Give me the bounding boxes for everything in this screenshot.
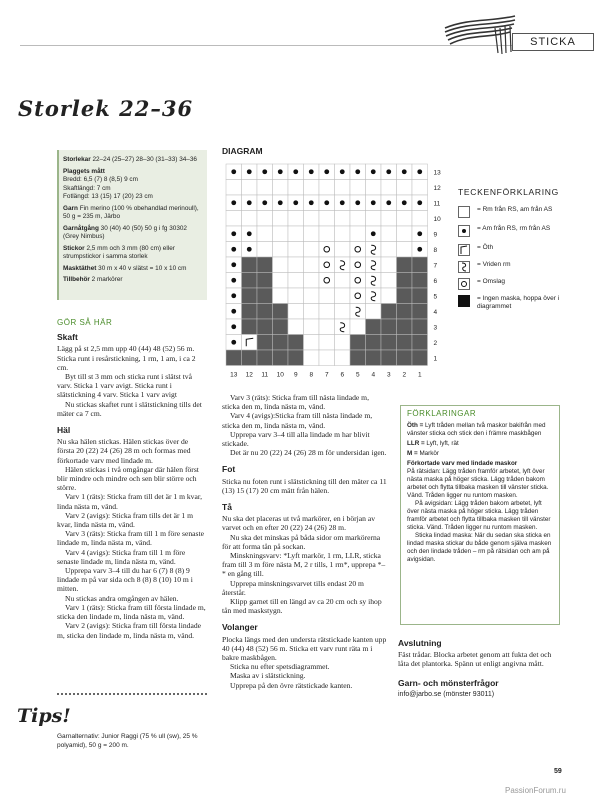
legend-label: = Omslag — [477, 278, 505, 285]
column-number: 11 — [261, 371, 269, 379]
chart-cell — [319, 350, 335, 366]
chart-cell — [319, 257, 335, 273]
chart-cell — [397, 226, 413, 242]
chart-cell — [366, 288, 382, 304]
purl-dot-icon — [386, 169, 391, 174]
row-number: 10 — [433, 215, 441, 223]
chart-cell — [288, 242, 304, 258]
purl-dot-icon — [355, 200, 360, 205]
row-number: 11 — [433, 200, 441, 208]
watermark: PassionForum.ru — [505, 786, 566, 795]
chart-cell — [304, 288, 320, 304]
chart-cell — [319, 304, 335, 320]
chart-cell — [350, 319, 366, 335]
chart-cell — [397, 335, 413, 351]
chart-cell — [257, 226, 273, 242]
chart-cell — [397, 242, 413, 258]
chart-cell — [381, 304, 397, 320]
chart-cell — [273, 304, 289, 320]
chart-cell — [350, 242, 366, 258]
chart-cell — [412, 304, 428, 320]
chart-cell — [350, 288, 366, 304]
row-number: 3 — [433, 324, 438, 332]
chart-cell — [273, 319, 289, 335]
legend-item — [458, 261, 568, 273]
chart-cell — [319, 319, 335, 335]
chart-cell — [304, 226, 320, 242]
chart-cell — [366, 350, 382, 366]
column-number: 2 — [402, 371, 407, 379]
chart-cell — [412, 257, 428, 273]
info-box: Storlekar 22–24 (25–27) 28–30 (31–33) 34–36 Plaggets mått Bredd: 6,5 (7) 8 (8,5) 9 cm Skaftlängd: 7 cm Fotlängd: 13 (15) 17 (20) 23 cm Garn Fin merino (100 % obehandlad merinoull), 50 g = 235 m, Järbo Garnåtgång 30 (40) 40 (50) 50 g i fg 30302 (Grey Nimbus) Stickor 2,5 mm och 3 mm (80 cm) eller strumpstickor i samma storlek Masktäthet 30 m x 40 v slätst = 10 x 10 cm Tillbehör 2 markörer — [57, 150, 207, 300]
twist-symbol-icon — [458, 261, 470, 273]
chart-cell — [273, 273, 289, 289]
chart-cell — [273, 257, 289, 273]
chart-cell — [304, 335, 320, 351]
chart-cell — [335, 304, 351, 320]
dot-symbol-icon — [458, 225, 470, 237]
chart-cell — [288, 288, 304, 304]
chart-cell — [257, 350, 273, 366]
chart-cell — [273, 226, 289, 242]
purl-dot-icon — [371, 231, 376, 236]
chart-cell — [257, 211, 273, 227]
chart-cell — [366, 335, 382, 351]
purl-dot-icon — [417, 231, 422, 236]
chart-cell — [381, 350, 397, 366]
instructions-column-3: Avslutning Fäst trådar. Blocka arbetet genom att fukta det och låta det plantorka. Spänn ut enligt angivna mått. Garn- och mönsterfrågor info@jarbo.se (mönster 93011) — [398, 635, 563, 699]
chart-cell — [366, 211, 382, 227]
chart-cell — [226, 180, 242, 196]
purl-dot-icon — [247, 231, 252, 236]
chart-cell — [335, 242, 351, 258]
legend-item — [458, 225, 568, 237]
chart-cell — [304, 273, 320, 289]
column-number: 13 — [230, 371, 238, 379]
heading-ta: Tå — [222, 502, 232, 513]
chart-cell — [381, 335, 397, 351]
chart-cell — [366, 304, 382, 320]
chart-cell — [242, 335, 258, 351]
row-number: 13 — [433, 169, 441, 177]
chart-cell — [319, 211, 335, 227]
chart-cell — [304, 180, 320, 196]
tips-heading: Tips! — [17, 705, 71, 727]
chart-cell — [242, 257, 258, 273]
chart-cell — [350, 304, 366, 320]
legend-item — [458, 278, 568, 290]
chart-cell — [242, 288, 258, 304]
legend-label: = Vriden rm — [477, 261, 511, 268]
purl-dot-icon — [324, 169, 329, 174]
purl-dot-icon — [231, 309, 236, 314]
chart-cell — [273, 288, 289, 304]
chart-cell — [381, 257, 397, 273]
chart-cell — [381, 242, 397, 258]
legend-title: TECKENFÖRKLARING — [458, 187, 559, 197]
legend-item — [458, 295, 568, 311]
tips-text: Garnalternativ: Junior Raggi (75 % ull (sw), 25 % polyamid), 50 g = 200 m. — [57, 733, 198, 749]
row-number: 8 — [433, 246, 438, 254]
chart-cell — [397, 257, 413, 273]
chart-cell — [412, 319, 428, 335]
explanations-box: FÖRKLARINGAR Öth = Lyft tråden mellan två maskor bakifrån med vänster sticka och stick den i främre maskbågen LLR = Lyft, lyft, rät M = Markör Förkortade varv med lindade maskor På rätsidan: Lägg tråden framför arbetet, lyft över nästa maska på höger sticka. Lägg tråden bakom arbetet och flytta tillbaka masken till vänster sticka. Vänd. Tråden ligger nu runtom masken. På avigsidan: Lägg tråden bakom arbetet, lyft över nästa maska på höger sticka. Lägg tråden framför arbetet och flytta tillbaka masken till vänster sticka. Vänd. Tråden ligger nu runtom masken. Sticka lindad maska: När du sedan ska sticka en lindad maska stickar du både genom själva masken och den lindade tråden – rm på rätsidan och am på avigsidan. — [400, 405, 560, 625]
chart-cell — [397, 180, 413, 196]
heading-volanger: Volanger — [222, 622, 258, 633]
diagram-title: DIAGRAM — [222, 146, 263, 156]
purl-dot-icon — [417, 169, 422, 174]
chart-cell — [350, 257, 366, 273]
row-number: 5 — [433, 293, 438, 301]
chart-cell — [319, 180, 335, 196]
chart-cell — [288, 319, 304, 335]
legend-label: = Ingen maska, hoppa över i diagrammet — [477, 295, 560, 310]
chart-cell — [397, 350, 413, 366]
chart-cell — [304, 257, 320, 273]
purl-dot-icon — [402, 169, 407, 174]
section-tag: STICKA — [512, 33, 594, 51]
purl-dot-icon — [417, 200, 422, 205]
chart-cell — [319, 273, 335, 289]
purl-dot-icon — [371, 169, 376, 174]
chart-cell — [381, 273, 397, 289]
chart-cell — [304, 304, 320, 320]
yo-symbol-icon — [458, 278, 470, 290]
yarn-skein-icon — [440, 8, 520, 58]
chart-cell — [412, 288, 428, 304]
purl-dot-icon — [309, 200, 314, 205]
purl-dot-icon — [293, 169, 298, 174]
explanations-title: FÖRKLARINGAR — [407, 409, 477, 418]
chart-cell — [335, 257, 351, 273]
chart-cell — [350, 226, 366, 242]
chart-cell — [288, 226, 304, 242]
chart-cell — [335, 350, 351, 366]
chart-cell — [304, 242, 320, 258]
chart-cell — [273, 335, 289, 351]
chart-cell — [242, 350, 258, 366]
row-number: 1 — [433, 355, 438, 363]
chart-cell — [273, 180, 289, 196]
chart-cell — [319, 226, 335, 242]
column-number: 5 — [355, 371, 360, 379]
chart-cell — [397, 273, 413, 289]
chart-cell — [288, 257, 304, 273]
chart-cell — [350, 211, 366, 227]
chart-cell — [350, 350, 366, 366]
chart-cell — [350, 273, 366, 289]
chart-cell — [242, 319, 258, 335]
column-number: 7 — [324, 371, 329, 379]
purl-dot-icon — [371, 200, 376, 205]
heading-fot: Fot — [222, 464, 236, 475]
column-number: 1 — [417, 371, 422, 379]
heading-hal: Häl — [57, 425, 71, 436]
heading-avslutning: Avslutning — [398, 638, 442, 648]
row-number: 2 — [433, 339, 438, 347]
tips-divider — [57, 693, 207, 699]
purl-dot-icon — [340, 169, 345, 174]
purl-dot-icon — [293, 200, 298, 205]
chart-cell — [381, 319, 397, 335]
chart-cell — [412, 335, 428, 351]
page-number: 59 — [554, 768, 562, 775]
purl-dot-icon — [417, 247, 422, 252]
black-symbol-icon — [458, 295, 470, 307]
purl-dot-icon — [231, 231, 236, 236]
section-heading: GÖR SÅ HÄR — [57, 318, 113, 327]
legend — [458, 206, 568, 311]
purl-dot-icon — [231, 262, 236, 267]
chart-cell — [381, 211, 397, 227]
column-number: 9 — [293, 371, 298, 379]
instructions-column-1: GÖR SÅ HÄR Skaft Lägg på st 2,5 mm upp 40 (44) 48 (52) 56 m. Sticka runt i resårstickning, 1 rm, 1 am, i ca 2 cm. Byt till st 3 mm och sticka runt i slätst två varv. Sticka 1 varv avigt. Sticka runt i slätstickning 4 varv. Sticka 1 varv avigt Nu stickas skaftet runt i slätstickning tills det mäter ca 7 cm. Häl Nu ska hälen stickas. Hälen stickas över de första 20 (22) 24 (26) 28 m och formas med förkortade varv med lindade m. Hälen stickas i två omgångar där hälen först blir mindre och mindre och sen blir större och större. Varv 1 (räts): Sticka fram till det är 1 m kvar, linda nästa m, vänd. Varv 2 (avigs): Sticka fram tills det är 1 m kvar, linda nästa m, vänd. Varv 3 (räts): Sticka fram till 1 m före senaste lindade m, linda nästa m, vänd. Varv 4 (avigs): Sticka fram till 1 m före senaste lindade m, linda nästa m, vänd. Upprepa varv 3–4 till du har 6 (7) 8 (8) 9 lindade m på var sida och 8 (8) 8 (10) 10 m i mitten. Nu stickas andra omgången av hälen. Varv 1 (räts): Sticka fram till första lindade m, sticka den lindade m, linda nästa m, vänd. Varv 2 (avigs): Sticka fram till första lindade m, sticka den lindade m, linda nästa m, vänd. — [57, 318, 206, 640]
chart-cell — [226, 211, 242, 227]
legend-label: = Rm från RS, am från AS — [477, 206, 553, 213]
chart-cell — [397, 304, 413, 320]
oth-symbol-icon — [458, 244, 470, 256]
legend-label: = Am från RS, rm från AS — [477, 225, 551, 232]
column-number: 12 — [245, 371, 253, 379]
chart-cell — [288, 273, 304, 289]
heading-skaft: Skaft — [57, 332, 78, 343]
chart-cell — [273, 242, 289, 258]
purl-dot-icon — [386, 200, 391, 205]
purl-dot-icon — [278, 169, 283, 174]
column-number: 10 — [276, 371, 284, 379]
purl-dot-icon — [262, 200, 267, 205]
chart-cell — [288, 211, 304, 227]
chart-cell — [381, 288, 397, 304]
chart-cell — [257, 180, 273, 196]
purl-dot-icon — [231, 278, 236, 283]
purl-dot-icon — [247, 247, 252, 252]
page-title: Storlek 22–36 — [18, 96, 194, 121]
chart-cell — [288, 180, 304, 196]
chart-cell — [257, 242, 273, 258]
chart-cell — [412, 180, 428, 196]
chart-cell — [304, 350, 320, 366]
chart-cell — [335, 335, 351, 351]
knitting-chart — [222, 160, 442, 382]
chart-cell — [366, 273, 382, 289]
purl-dot-icon — [355, 169, 360, 174]
chart-cell — [366, 242, 382, 258]
purl-dot-icon — [231, 324, 236, 329]
row-number: 6 — [433, 277, 438, 285]
chart-cell — [304, 211, 320, 227]
purl-dot-icon — [309, 169, 314, 174]
chart-cell — [350, 335, 366, 351]
chart-cell — [319, 242, 335, 258]
chart-cell — [412, 350, 428, 366]
chart-cell — [257, 257, 273, 273]
empty-symbol-icon — [458, 206, 470, 218]
column-number: 3 — [386, 371, 391, 379]
chart-cell — [366, 257, 382, 273]
legend-item — [458, 206, 568, 218]
instructions-column-2: Varv 3 (räts): Sticka fram till nästa lindade m, sticka den m, linda nästa m, vänd. Varv 4 (avigs):Sticka fram till nästa lindade m, sticka den m, linda nästa m, vänd. Upprepa varv 3–4 till alla lindade m har blivit stickade. Det är nu 20 (22) 24 (26) 28 m för undersidan igen. Fot Sticka nu foten runt i slätstickning till den mäter ca 11 (13) 15 (17) 20 cm mätt från hälen. Tå Nu ska det placeras ut två markörer, en i början av varvet och en efter 20 (22) 24 (26) 28 m. Nu ska det minskas på båda sidor om markörerna för att forma tån på sockan. Minskningsvarv: *Lyft markör, 1 rm, LLR, sticka fram till 3 m före nästa M, 2 r tills, 1 rm*, upprepa *–* en gång till. Upprepa minskningsvarvet tills endast 20 m återstår. Klipp garnet till en längd av ca 20 cm och sy ihop tån med maskstygn. Volanger Plocka längs med den understa rätstickade kanten upp 40 (44) 48 (52) 56 m. Sticka ett varv runt räta m i bakre maskbågen. Sticka nu efter spetsdiagrammet. Maska av i slätstickning. Upprepa på den övre rätstickade kanten. — [222, 393, 387, 690]
chart-cell — [412, 211, 428, 227]
purl-dot-icon — [340, 200, 345, 205]
chart-cell — [335, 180, 351, 196]
purl-dot-icon — [324, 200, 329, 205]
chart-cell — [350, 180, 366, 196]
chart-cell — [226, 350, 242, 366]
chart-cell — [412, 273, 428, 289]
chart-cell — [257, 319, 273, 335]
row-number: 12 — [433, 184, 441, 192]
chart-cell — [397, 288, 413, 304]
chart-cell — [335, 273, 351, 289]
chart-cell — [288, 335, 304, 351]
chart-cell — [335, 288, 351, 304]
chart-cell — [366, 319, 382, 335]
column-number: 8 — [309, 371, 314, 379]
legend-label: = Öth — [477, 244, 494, 251]
chart-cell — [304, 319, 320, 335]
chart-cell — [257, 335, 273, 351]
chart-cell — [242, 180, 258, 196]
chart-cell — [242, 273, 258, 289]
chart-cell — [273, 350, 289, 366]
purl-dot-icon — [231, 169, 236, 174]
chart-cell — [335, 211, 351, 227]
chart-cell — [257, 288, 273, 304]
chart-cell — [288, 304, 304, 320]
chart-cell — [288, 350, 304, 366]
purl-dot-icon — [231, 293, 236, 298]
purl-dot-icon — [231, 340, 236, 345]
chart-cell — [335, 319, 351, 335]
purl-dot-icon — [247, 169, 252, 174]
chart-cell — [257, 273, 273, 289]
chart-cell — [397, 211, 413, 227]
purl-dot-icon — [231, 247, 236, 252]
purl-dot-icon — [247, 200, 252, 205]
chart-cell — [319, 335, 335, 351]
row-number: 4 — [433, 308, 438, 316]
legend-item — [458, 244, 568, 256]
row-number: 9 — [433, 231, 438, 239]
purl-dot-icon — [402, 200, 407, 205]
purl-dot-icon — [278, 200, 283, 205]
chart-cell — [319, 288, 335, 304]
chart-cell — [397, 319, 413, 335]
column-number: 4 — [371, 371, 376, 379]
chart-cell — [242, 211, 258, 227]
chart-cell — [242, 304, 258, 320]
heading-garn-fragor: Garn- och mönsterfrågor — [398, 677, 499, 688]
chart-cell — [381, 226, 397, 242]
chart-cell — [257, 304, 273, 320]
column-number: 6 — [340, 371, 345, 379]
purl-dot-icon — [262, 169, 267, 174]
chart-cell — [273, 211, 289, 227]
chart-cell — [381, 180, 397, 196]
row-number: 7 — [433, 262, 438, 270]
chart-cell — [335, 226, 351, 242]
purl-dot-icon — [231, 200, 236, 205]
chart-cell — [366, 180, 382, 196]
